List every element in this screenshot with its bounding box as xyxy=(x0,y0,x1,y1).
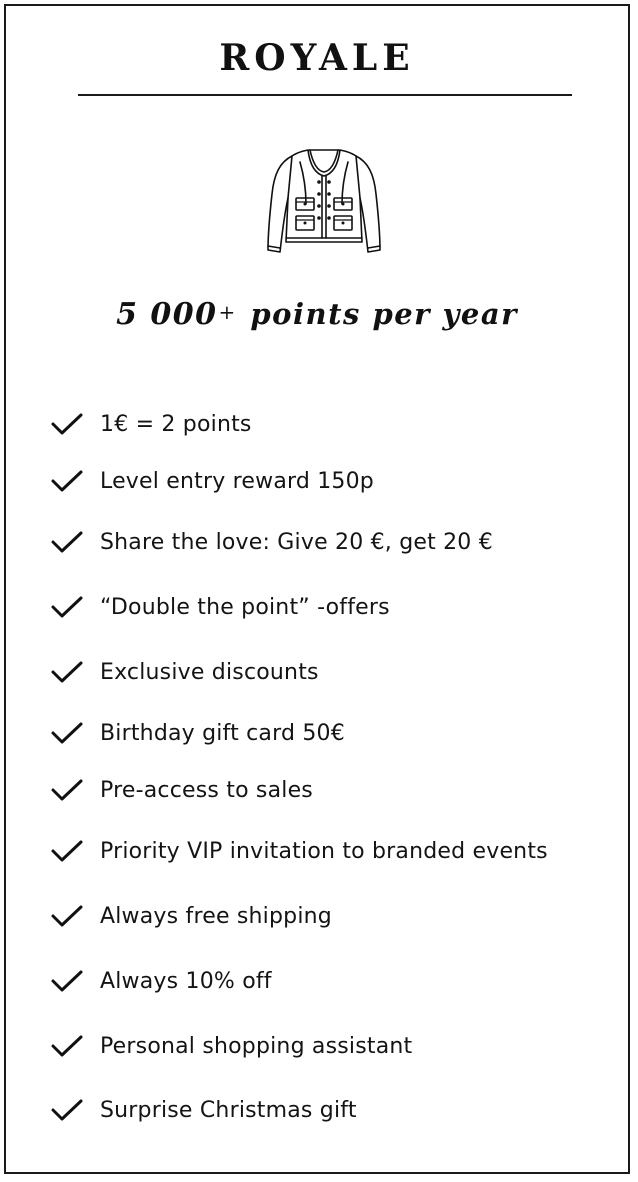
benefit-item xyxy=(50,409,252,439)
tier-title: ROYALE xyxy=(219,37,415,79)
benefit-item xyxy=(50,592,390,622)
benefit-item xyxy=(50,657,319,687)
check-icon xyxy=(50,660,84,684)
benefit-label: 1€ = 2 points xyxy=(100,411,252,437)
benefit-item xyxy=(50,966,272,996)
check-icon xyxy=(50,904,84,928)
points-suffix: points per year xyxy=(250,297,518,331)
tweed-jacket-icon xyxy=(262,142,386,262)
check-icon xyxy=(50,778,84,802)
benefit-label: Always free shipping xyxy=(100,903,332,929)
check-icon xyxy=(50,1098,84,1122)
check-icon xyxy=(50,969,84,993)
benefit-label: Priority VIP invitation to branded events xyxy=(100,838,548,864)
check-icon xyxy=(50,469,84,493)
check-icon xyxy=(50,1034,84,1058)
check-icon xyxy=(50,595,84,619)
benefit-label: Share the love: Give 20 €, get 20 € xyxy=(100,529,493,555)
benefit-item xyxy=(50,1095,357,1125)
check-icon xyxy=(50,721,84,745)
benefit-label: Always 10% off xyxy=(100,968,272,994)
points-plus: + xyxy=(218,300,237,324)
benefit-item xyxy=(50,901,332,931)
points-amount: 5 000 xyxy=(116,297,218,332)
benefit-item xyxy=(50,466,374,496)
benefit-label: Exclusive discounts xyxy=(100,659,319,685)
benefit-label: Surprise Christmas gift xyxy=(100,1097,357,1123)
title-divider xyxy=(78,94,572,96)
benefit-item xyxy=(50,775,313,805)
benefit-label: Level entry reward 150p xyxy=(100,468,374,494)
benefit-item xyxy=(50,836,548,866)
benefit-label: Personal shopping assistant xyxy=(100,1033,413,1059)
benefit-item xyxy=(50,718,345,748)
points-requirement xyxy=(6,292,628,335)
check-icon xyxy=(50,412,84,436)
benefit-item xyxy=(50,527,493,557)
benefit-item xyxy=(50,1031,412,1061)
benefit-label: Pre-access to sales xyxy=(100,777,313,803)
benefit-label: “Double the point” -offers xyxy=(100,594,390,620)
check-icon xyxy=(50,530,84,554)
check-icon xyxy=(50,839,84,863)
tier-card xyxy=(4,4,630,1174)
benefit-label: Birthday gift card 50€ xyxy=(100,720,345,746)
